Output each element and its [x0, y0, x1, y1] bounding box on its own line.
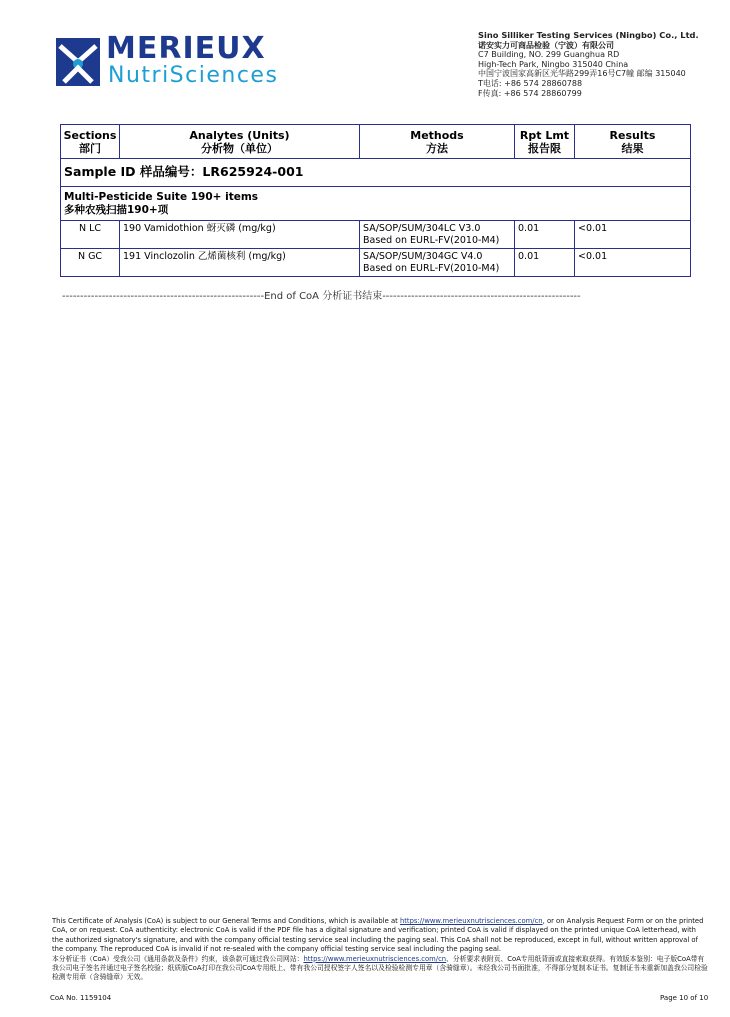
company-address-cn: 中国宁波国家高新区光华路299弄16号C7幢 邮编 315040 [478, 69, 686, 79]
terms-link[interactable]: https://www.merieuxnutrisciences.com/cn [399, 917, 543, 925]
row-method-line-2: Based on EURL-FV(2010-M4) [363, 263, 500, 274]
company-address-line-2: High-Tech Park, Ningbo 315040 China [478, 59, 629, 69]
header-analytes-en: Analytes (Units) [189, 129, 290, 142]
table-row [61, 249, 690, 276]
header-sections-en: Sections [63, 129, 117, 142]
row-rpt-lmt: 0.01 [515, 249, 575, 276]
end-of-coa-divider: --------------------------------------------------------End of CoA 分析证书结束------------------------------------------------------- [62, 291, 581, 302]
table-header-row [61, 125, 690, 159]
suite-title-en: Multi-Pesticide Suite 190+ items [64, 191, 259, 203]
header-methods-en: Methods [410, 129, 464, 142]
suite-title [61, 187, 258, 220]
merieux-logo [56, 31, 292, 90]
row-section: N LC [61, 221, 120, 248]
row-result: <0.01 [578, 223, 608, 234]
header-analytes-cn: 分析物（单位） [201, 142, 278, 155]
disclaimer-cn-part-1: 本分析证书（CoA）受我公司《通用条款及条件》约束，该条款可通过我公司网站： [52, 954, 304, 963]
header-methods [360, 125, 515, 158]
header-rpt-lmt-en: Rpt Lmt [519, 129, 570, 142]
header-methods-cn: 方法 [426, 142, 448, 155]
header-results-cn: 结果 [621, 142, 644, 155]
suite-title-cn: 多种农残扫描190+项 [64, 204, 169, 216]
row-method-line-1: SA/SOP/SUM/304LC V3.0 [363, 223, 481, 234]
row-method-line-1: SA/SOP/SUM/304GC V4.0 [363, 251, 483, 262]
coa-number: CoA No. 1159104 [50, 994, 112, 1002]
merieux-logo-mark-icon [56, 38, 100, 86]
header-sections [61, 125, 120, 158]
company-address-line-1: C7 Building, NO. 299 Guanghua RD [478, 50, 620, 60]
table-row [61, 221, 690, 249]
terms-link-cn[interactable]: https://www.merieuxnutrisciences.com/cn [303, 954, 447, 963]
row-section: N GC [61, 249, 120, 276]
row-method [360, 221, 515, 248]
disclaimer-en-part-1: This Certificate of Analysis (CoA) is subject to our General Terms and Conditions, which is available at [52, 917, 400, 925]
logo-text-nutrisciences: NutriSciences [108, 63, 279, 88]
header-results [575, 125, 690, 158]
row-analyte: 190 Vamidothion 蚜灭磷 (mg/kg) [120, 221, 360, 248]
company-tel: T电话: +86 574 28860788 [478, 78, 583, 88]
header-rpt-lmt-cn: 报告限 [528, 142, 561, 155]
suite-row [61, 187, 690, 221]
header-results-en: Results [609, 129, 656, 142]
header-rpt-lmt [515, 125, 575, 158]
disclaimer-en-part-2: , or on Analysis Request Form or on the printed CoA, or on request. CoA authenticity: electronic CoA is valid if the PDF file has a digital signature and verification; printed CoA is valid if displayed on the printed unique CoA letterhead, with the authorized signatory's signature, and with the company official testing service seal including the paging seal. This CoA shall not be reproduced, except in full, without written approval of the company. The reproduced CoA is invalid if not re-sealed with the company official testing service seal including the paging seal. [52, 917, 704, 954]
row-result: <0.01 [578, 251, 608, 262]
row-analyte: 191 Vinclozolin 乙烯菌核利 (mg/kg) [120, 249, 360, 276]
company-name-cn: 诺安实力可商品检验（宁波）有限公司 [478, 40, 614, 50]
sample-id: Sample ID 样品编号：LR625924-001 [64, 164, 304, 179]
row-rpt-lmt: 0.01 [515, 221, 575, 248]
company-name: Sino Silliker Testing Services (Ningbo) Co., Ltd. [478, 30, 699, 40]
row-method-line-2: Based on EURL-FV(2010-M4) [363, 235, 500, 246]
page-number: Page 10 of 10 [660, 994, 709, 1002]
row-method [360, 249, 515, 276]
header-sections-cn: 部门 [79, 142, 101, 155]
header-analytes [120, 125, 360, 158]
company-fax: F传真: +86 574 28860799 [478, 88, 582, 98]
company-address-block [478, 31, 718, 98]
results-table [60, 124, 691, 277]
sample-id-row [61, 159, 690, 187]
disclaimer-cn-part-2: 、分析要求表附页、CoA专用纸背面或直接索取获得。有效版本鉴别：电子版CoA带有我公司电子签名并通过电子签名校验；纸质版CoA打印在我公司CoA专用纸上、带有我公司授权签字人签名以及检验检测专用章（含骑缝章）。未经我公司书面批准，不得部分复制本证书。复制证书未重新加盖我公司检验检测专用章（含骑缝章）无效。 [52, 954, 708, 982]
footer-disclaimer [52, 917, 708, 983]
logo-text-merieux: MERIEUX [106, 31, 266, 66]
